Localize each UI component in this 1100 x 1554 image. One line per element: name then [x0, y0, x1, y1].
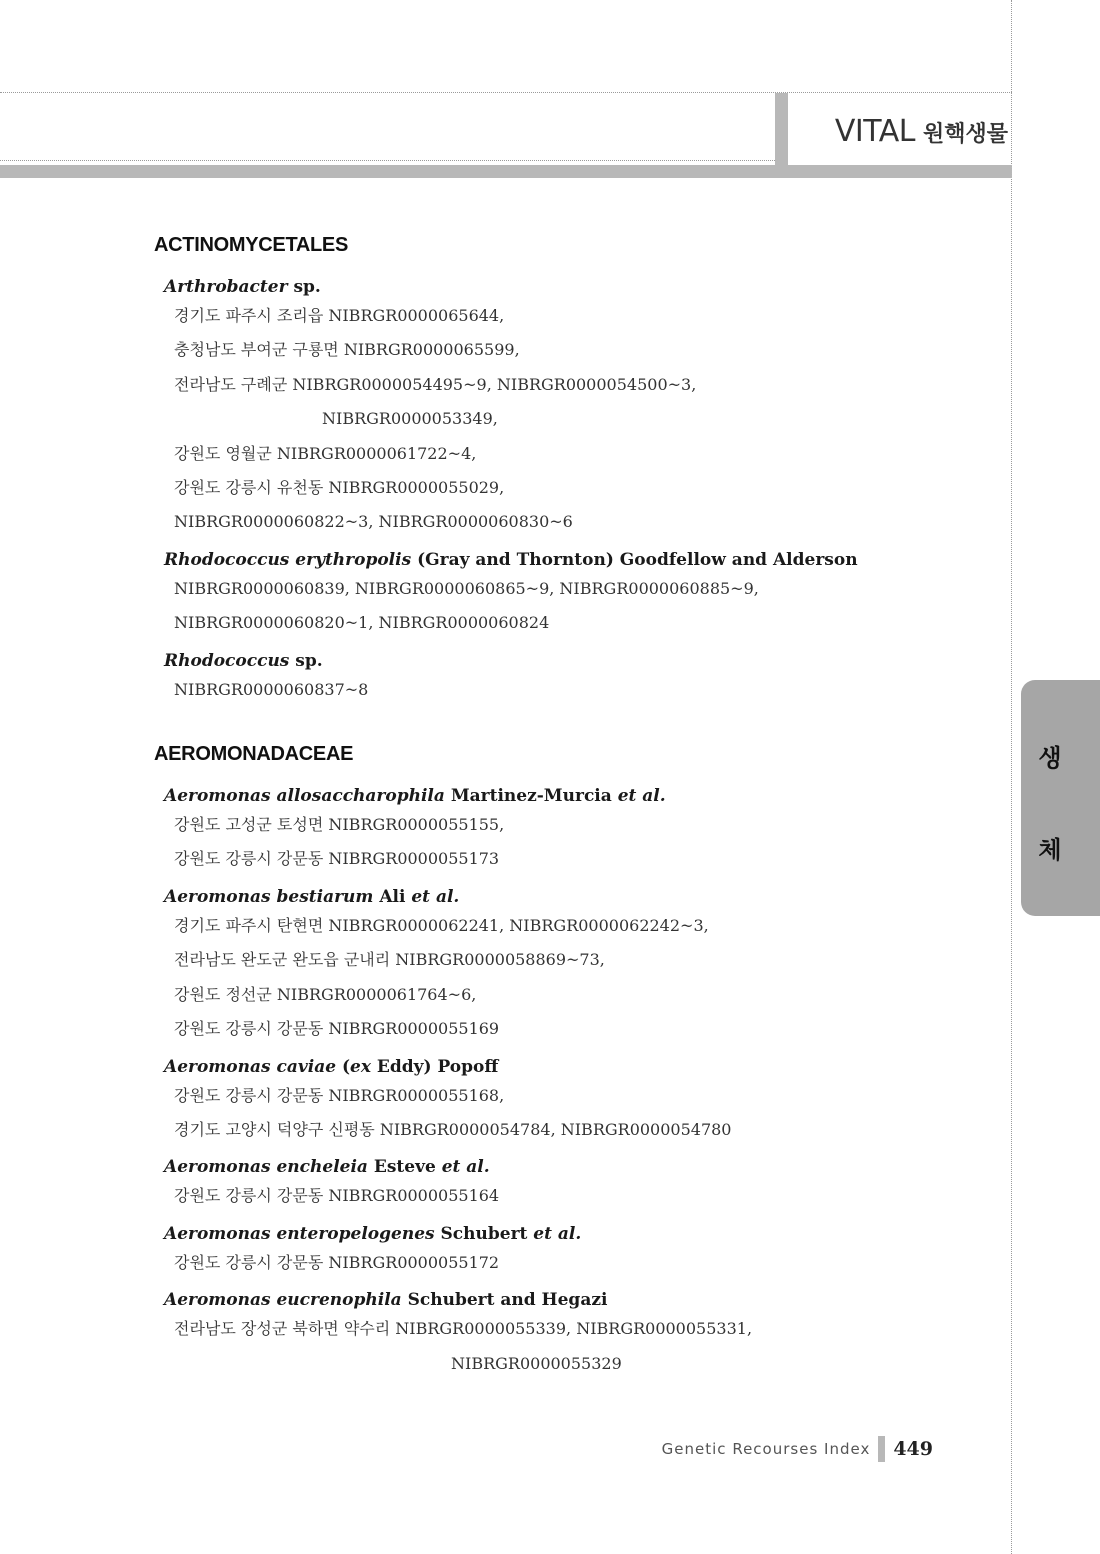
locality-line: 전라남도 완도군 완도읍 군내리 NIBRGR0000058869~73,	[174, 950, 605, 970]
species-name: Aeromonas allosaccharophila Martinez-Murcia et al.	[164, 786, 666, 807]
section-title-actinomycetales: ACTINOMYCETALES	[154, 234, 349, 256]
locality-line: NIBRGR0000055329	[451, 1353, 622, 1373]
locality-line: 강원도 정선군 NIBRGR0000061764~6,	[174, 984, 477, 1004]
species-name: Aeromonas enteropelogenes Schubert et al.	[164, 1223, 582, 1244]
species-entry	[154, 1153, 994, 1213]
locality-line: 충청남도 부여군 구룡면 NIBRGR0000065599,	[174, 340, 520, 360]
species-entry	[154, 1286, 994, 1381]
locality-line: NIBRGR0000060839, NIBRGR0000060865~9, NIBRGR0000060885~9,	[174, 578, 759, 598]
locality-line: 강원도 강릉시 강문동 NIBRGR0000055169	[174, 1019, 500, 1039]
locality-line: 경기도 고양시 덕양구 신평동 NIBRGR0000054784, NIBRGR0000054780	[174, 1119, 732, 1139]
header-bar	[0, 165, 1012, 178]
species-name: Aeromonas bestiarum Ali et al.	[164, 886, 460, 907]
species-name: Arthrobacter sp.	[164, 277, 321, 297]
locality-line: 강원도 강릉시 강문동 NIBRGR0000055173	[174, 849, 500, 869]
species-name: Rhodococcus sp.	[164, 650, 323, 671]
locality-line: 강원도 고성군 토성면 NIBRGR0000055155,	[174, 815, 505, 835]
species-name: Aeromonas eucrenophila Schubert and Hegazi	[164, 1290, 608, 1311]
locality-line: 강원도 강릉시 강문동 NIBRGR0000055172	[174, 1252, 500, 1272]
index-content	[154, 234, 994, 1387]
section-title-aeromonadaceae: AEROMONADACEAE	[154, 743, 354, 766]
top-trim-line	[0, 92, 1012, 93]
species-entry	[154, 1053, 994, 1148]
running-header	[835, 114, 1008, 154]
species-entry	[154, 782, 994, 877]
header-title-en: VITAL	[834, 114, 915, 149]
species-entry	[154, 273, 994, 540]
locality-line: 경기도 파주시 탄현면 NIBRGR0000062241, NIBRGR0000062242~3,	[174, 915, 709, 935]
side-tab-char-2: 체	[1038, 836, 1062, 864]
footer-divider	[878, 1436, 885, 1462]
species-name: Aeromonas caviae (ex Eddy) Popoff	[164, 1056, 499, 1077]
right-trim-line	[1011, 0, 1012, 1554]
locality-line: 전라남도 구례군 NIBRGR0000054495~9, NIBRGR0000054500~3,	[174, 374, 697, 394]
page-number: 449	[893, 1438, 933, 1460]
locality-line: 강원도 강릉시 유천동 NIBRGR0000055029,	[174, 478, 505, 498]
locality-line: 강원도 강릉시 강문동 NIBRGR0000055164	[174, 1186, 500, 1206]
side-tab-char-1: 생	[1038, 744, 1062, 772]
page-footer	[662, 1436, 933, 1462]
header-trim-line	[0, 160, 775, 161]
section-side-tab	[1021, 680, 1100, 916]
species-entry	[154, 883, 994, 1047]
locality-line: 경기도 파주시 조리읍 NIBRGR0000065644,	[174, 306, 505, 325]
locality-line: 전라남도 장성군 북하면 약수리 NIBRGR0000055339, NIBRGR0000055331,	[174, 1319, 753, 1339]
locality-line: 강원도 영월군 NIBRGR0000061722~4,	[174, 443, 477, 463]
species-entry	[154, 546, 994, 641]
locality-line: NIBRGR0000060837~8	[174, 679, 369, 699]
header-title-ko: 원핵생물	[922, 122, 1008, 147]
header-tab-marker	[775, 93, 788, 165]
locality-line: 강원도 강릉시 강문동 NIBRGR0000055168,	[174, 1085, 505, 1105]
species-name: Rhodococcus erythropolis (Gray and Thornton) Goodfellow and Alderson	[164, 549, 858, 570]
locality-line: NIBRGR0000053349,	[322, 409, 498, 429]
species-entry	[154, 647, 994, 707]
locality-line: NIBRGR0000060822~3, NIBRGR0000060830~6	[174, 512, 573, 532]
species-entry	[154, 1220, 994, 1280]
species-name: Aeromonas encheleia Esteve et al.	[164, 1157, 490, 1178]
locality-line: NIBRGR0000060820~1, NIBRGR0000060824	[174, 613, 550, 633]
footer-label: Genetic Recourses Index	[661, 1440, 871, 1458]
